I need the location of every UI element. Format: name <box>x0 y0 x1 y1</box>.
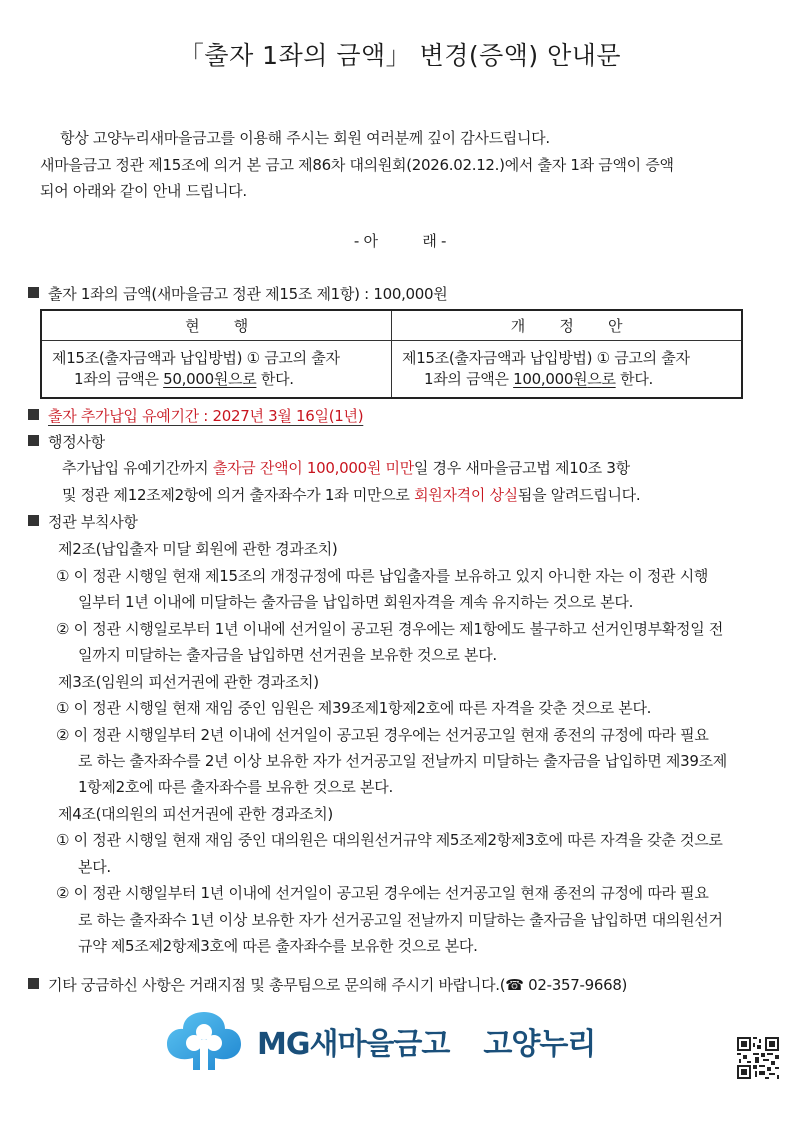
square-bullet-icon <box>28 435 39 446</box>
phone-icon: ☎ <box>505 976 524 994</box>
admin-highlight-balance: 출자금 잔액이 100,000원 미만 <box>212 459 414 477</box>
item-continuation: 일부터 1년 이내에 미달하는 출자금을 납입하면 회원자격을 계속 유지하는 것으로 본다. <box>78 593 634 611</box>
brand-name: MG새마을금고 <box>257 1027 450 1062</box>
article-item <box>56 883 709 903</box>
header-current: 현 행 <box>41 310 392 340</box>
qr-code-icon <box>737 1037 779 1079</box>
item-text: 이 정관 시행일 현재 재임 중인 임원은 제39조제1항제2호에 따른 자격을 갖춘 것으로 본다. <box>73 699 652 717</box>
section-admin <box>28 432 105 452</box>
item-number: ② <box>56 620 70 638</box>
section-amount <box>28 284 447 304</box>
admin-text: 추가납입 유예기간까지 <box>62 459 213 477</box>
square-bullet-icon <box>28 515 39 526</box>
item-continuation: 일까지 미달하는 출자금을 납입하면 선거권을 보유한 것으로 본다. <box>78 646 497 664</box>
item-text: 이 정관 시행일로부터 1년 이내에 선거일이 공고된 경우에는 제1항에도 불구하고 선거인명부확정일 전 <box>73 620 724 638</box>
section-contact <box>28 975 627 995</box>
item-text: 이 정관 시행일부터 2년 이내에 선거일이 공고된 경우에는 선거공고일 현재 종전의 규정에 따라 필요 <box>73 726 709 744</box>
header-revised: 개 정 안 <box>392 310 743 340</box>
admin-text: 및 정관 제12조제2항에 의거 출자좌수가 1좌 미만으로 <box>62 486 415 504</box>
admin-line-2 <box>62 485 640 505</box>
square-bullet-icon <box>28 287 39 298</box>
article-heading: 제3조(임원의 피선거권에 관한 경과조치) <box>58 673 319 691</box>
current-text: 1좌의 금액은 <box>74 369 164 388</box>
below-marker: - 아 래 - <box>353 232 447 250</box>
comparison-table <box>40 309 743 399</box>
revised-text: 1좌의 금액은 <box>424 369 514 388</box>
mg-cloud-tree-logo-icon <box>165 1010 243 1072</box>
cell-revised <box>392 340 743 398</box>
article-heading: 제2조(납입출자 미달 회원에 관한 경과조치) <box>58 540 338 558</box>
item-continuation: 본다. <box>78 858 111 876</box>
article-item <box>56 566 708 586</box>
article-item <box>56 619 723 639</box>
current-end: 한다. <box>256 369 294 388</box>
section-bylaws <box>28 512 138 532</box>
item-continuation: 로 하는 출자좌수 1년 이상 보유한 자가 선거공고일 전날까지 미달하는 출자금을 납입하면 대의원선거 <box>78 911 723 929</box>
brand-logo <box>165 1011 595 1071</box>
intro-line-2: 새마을금고 정관 제15조에 의거 본 금고 제86차 대의원회(2026.02.12.)에서 출자 1좌 금액이 증액 <box>40 156 674 174</box>
current-line-1: 제15조(출자금액과 납입방법) ① 금고의 출자 <box>52 348 340 367</box>
item-text: 이 정관 시행일 현재 재임 중인 대의원은 대의원선거규약 제5조제2항제3호에 따른 자격을 갖춘 것으로 <box>73 831 723 849</box>
item-text: 이 정관 시행일부터 1년 이내에 선거일이 공고된 경우에는 선거공고일 현재 종전의 규정에 따라 필요 <box>73 884 709 902</box>
item-continuation: 규약 제5조제2항제3호에 따른 출자좌수를 보유한 것으로 본다. <box>78 937 478 955</box>
table-row <box>41 340 742 398</box>
article-item <box>56 830 723 850</box>
current-suffix: 으로 <box>228 369 257 388</box>
admin-line-1 <box>62 458 630 478</box>
item-number: ② <box>56 884 70 902</box>
intro-line-1: 항상 고양누리새마을금고를 이용해 주시는 회원 여러분께 깊이 감사드립니다. <box>60 129 550 147</box>
item-text: 이 정관 시행일 현재 제15조의 개정규정에 따른 납입출자를 보유하고 있지 아니한 자는 이 정관 시행 <box>73 567 709 585</box>
section-bylaws-label: 정관 부칙사항 <box>48 513 138 531</box>
branch-name: 고양누리 <box>483 1027 596 1062</box>
square-bullet-icon <box>28 409 39 420</box>
page-title: 「출자 1좌의 금액」 변경(증액) 안내문 <box>178 41 622 70</box>
article-item <box>56 725 709 745</box>
admin-text: 일 경우 새마을금고법 제10조 3항 <box>413 459 630 477</box>
item-continuation: 로 하는 출자좌수를 2년 이상 보유한 자가 선거공고일 전날까지 미달하는 출자금을 납입하면 제39조제 <box>78 752 727 770</box>
item-number: ② <box>56 726 70 744</box>
current-amount: 50,000원 <box>163 369 229 388</box>
article-item <box>56 698 651 718</box>
section-amount-label: 출자 1좌의 금액(새마을금고 정관 제15조 제1항) : 100,000원 <box>48 285 448 303</box>
contact-phone: 02-357-9668) <box>523 976 628 994</box>
intro-line-3: 되어 아래와 같이 안내 드립니다. <box>40 182 247 200</box>
revised-line-1: 제15조(출자금액과 납입방법) ① 금고의 출자 <box>402 348 690 367</box>
item-number: ① <box>56 699 70 717</box>
current-line-2 <box>52 369 383 390</box>
revised-end: 한다. <box>615 369 653 388</box>
table-header-row <box>41 310 742 340</box>
item-continuation: 1항제2호에 따른 출자좌수를 보유한 것으로 본다. <box>78 778 393 796</box>
revised-line-2 <box>402 369 733 390</box>
item-number: ① <box>56 567 70 585</box>
article-heading: 제4조(대의원의 피선거권에 관한 경과조치) <box>58 805 333 823</box>
section-admin-label: 행정사항 <box>48 433 105 451</box>
square-bullet-icon <box>28 978 39 989</box>
admin-text: 됨을 알려드립니다. <box>517 486 641 504</box>
cell-current <box>41 340 392 398</box>
contact-text: 기타 궁금하신 사항은 거래지점 및 총무팀으로 문의해 주시기 바랍니다.( <box>48 976 506 994</box>
admin-highlight-loss: 회원자격이 상실 <box>414 486 518 504</box>
item-number: ① <box>56 831 70 849</box>
revised-amount: 100,000원 <box>513 369 588 388</box>
revised-suffix: 으로 <box>587 369 616 388</box>
grace-period-label: 출자 추가납입 유예기간 : 2027년 3월 16일(1년) <box>48 407 364 425</box>
section-grace <box>28 406 363 426</box>
